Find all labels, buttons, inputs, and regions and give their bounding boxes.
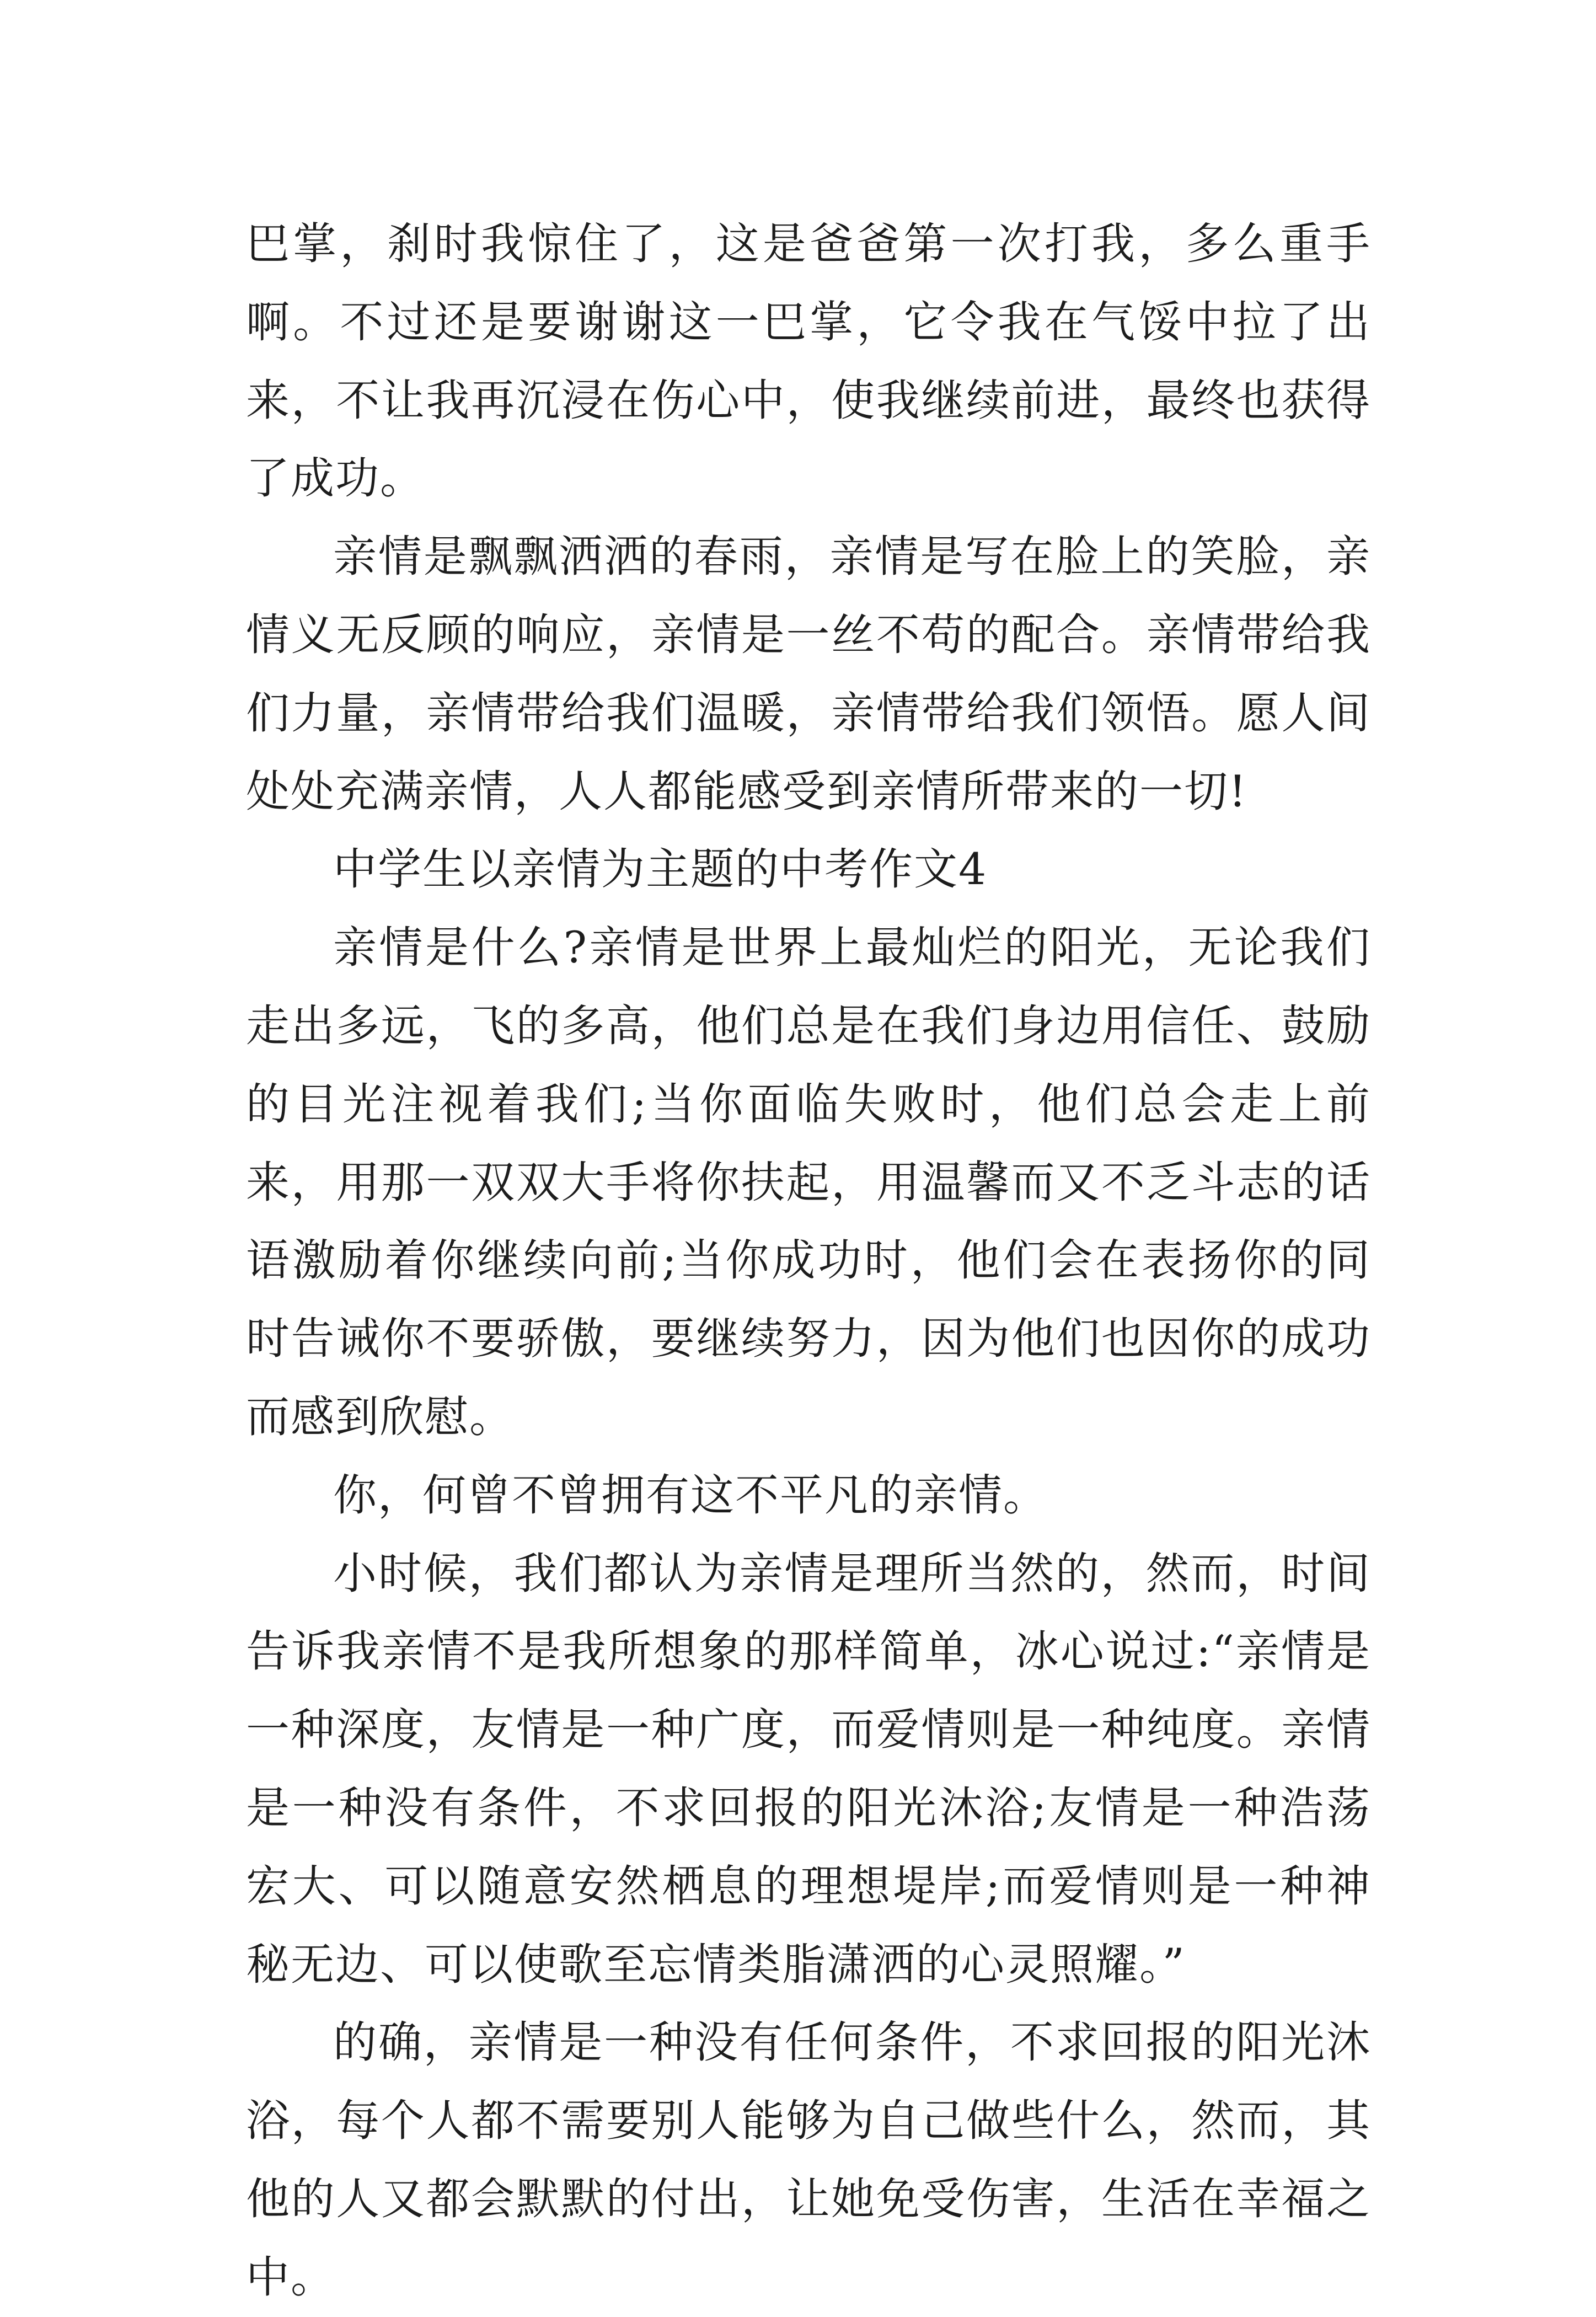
document-page — [246, 205, 1371, 2317]
paragraph: 小时候，我们都认为亲情是理所当然的，然而，时间告诉我亲情不是我所想象的那样简单，冰心说过:“亲情是一种深度，友情是一种广度，而爱情则是一种纯度。亲情是一种没有条件，不求回报的阳光沐浴;友情是一种浩荡宏大、可以随意安然栖息的理想堤岸;而爱情则是一种神秘无边、可以使歌至忘情类脂潇洒的心灵照耀。” — [246, 1548, 1371, 1990]
paragraph: 你，何曾不曾拥有这不平凡的亲情。 — [333, 1469, 1048, 1521]
paragraph-continuation: 巴掌，刹时我惊住了，这是爸爸第一次打我，多么重手啊。不过还是要谢谢这一巴掌，它令我在气馁中拉了出来，不让我再沉浸在伤心中，使我继续前进，最终也获得了成功。 — [246, 218, 1371, 504]
paragraph: 亲情是飘飘洒洒的春雨，亲情是写在脸上的笑脸，亲情义无反顾的响应，亲情是一丝不苟的配合。亲情带给我们力量，亲情带给我们温暖，亲情带给我们领悟。愿人间处处充满亲情，人人都能感受到亲情所带来的一切! — [246, 531, 1371, 817]
paragraph: 的确，亲情是一种没有任何条件，不求回报的阳光沐浴，每个人都不需要别人能够为自己做些什么，然而，其他的人又都会默默的付出，让她免受伤害，生活在幸福之中。 — [246, 2017, 1371, 2303]
essay-title: 中学生以亲情为主题的中考作文4 — [333, 844, 988, 895]
paragraph: 亲情是什么?亲情是世界上最灿烂的阳光，无论我们走出多远，飞的多高，他们总是在我们身边用信任、鼓励的目光注视着我们;当你面临失败时，他们总会走上前来，用那一双双大手将你扶起，用温馨而又不乏斗志的话语激励着你继续向前;当你成功时，他们会在表扬你的同时告诫你不要骄傲，要继续努力，因为他们也因你的成功而感到欣慰。 — [246, 922, 1371, 1442]
